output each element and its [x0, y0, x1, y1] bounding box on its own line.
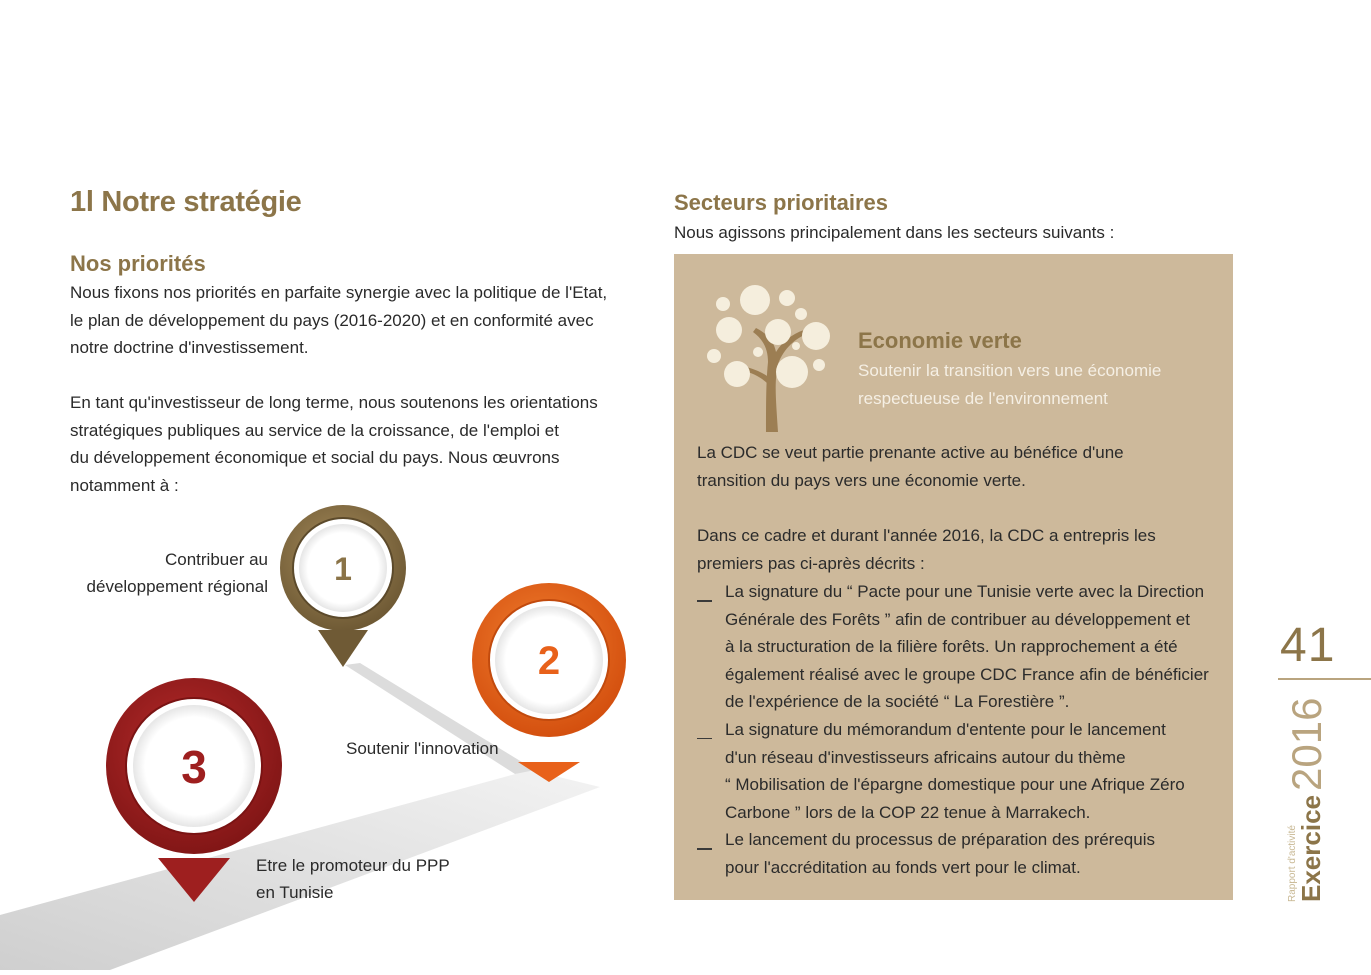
sidebar-divider	[1278, 678, 1371, 680]
panel-heading: Economie verte	[858, 328, 1022, 353]
milestone-label-1-line1: Contribuer au	[164, 550, 268, 569]
panel-subheading	[858, 357, 1161, 412]
panel-paragraph-1: La CDC se veut partie prenante active au bénéfice d'une transition du pays vers une économie verte.	[697, 443, 1124, 490]
milestone-label-3-line2: en Tunisie	[256, 883, 334, 902]
panel-subheading-line2: respectueuse de l'environnement	[858, 388, 1108, 408]
section-title-sectors: Secteurs prioritaires	[674, 190, 888, 215]
panel-subheading-line1: Soutenir la transition vers une économie	[858, 361, 1162, 380]
milestone-number-3: 3	[181, 741, 207, 793]
milestone-label-3	[256, 852, 450, 906]
priorities-paragraph-1: Nous fixons nos priorités en parfaite synergie avec la politique de l'Etat, le plan de développement du pays (2016-2020) et en conformité avec notre doctrine d'investissement.	[70, 283, 608, 358]
year-label: 2016	[1283, 697, 1330, 791]
page-title: 1l Notre stratégie	[70, 186, 302, 218]
green-economy-panel	[674, 254, 1233, 900]
milestone-label-1-line2: développement régional	[86, 577, 268, 596]
tree-icon	[704, 282, 839, 434]
milestone-label-1	[87, 546, 268, 600]
priorities-paragraph-2: En tant qu'investisseur de long terme, nous soutenons les orientations stratégiques publiques au service de la croissance, de l'emploi et du développement économique et social du pays. Nous œuvrons notamment à :	[70, 393, 598, 495]
sectors-intro: Nous agissons principalement dans les secteurs suivants :	[674, 223, 1115, 242]
exercise-label: Exercice	[1296, 795, 1326, 902]
milestone-label-2: Soutenir l'innovation	[346, 739, 499, 758]
list-item: La signature du mémorandum d'entente pour le lancement d'un réseau d'investisseurs africains autour du thème “ Mobilisation de l'épargne domestique pour une Afrique Zéro Carbone ” lors de la COP 22 tenue à Marrakech.	[697, 716, 1227, 826]
milestones-infographic	[0, 500, 660, 970]
milestone-number-1: 1	[334, 551, 352, 587]
report-year-vertical	[1255, 690, 1355, 905]
section-subtitle-priorities: Nos priorités	[70, 251, 206, 276]
milestone-number-2: 2	[537, 639, 561, 683]
report-label: Rapport d'activité	[1287, 825, 1298, 902]
page-number: 41	[1280, 619, 1336, 672]
list-item: La signature du “ Pacte pour une Tunisie verte avec la Direction Générale des Forêts ” afin de contribuer au développement et à la structuration de la filière forêts. Un rapprochement a été également réalisé avec le groupe CDC France afin de bénéficier de l'expérience de la société “ La Forestière ”.	[697, 578, 1227, 716]
list-item: Le lancement du processus de préparation des prérequis pour l'accréditation au fonds vert pour le climat.	[697, 826, 1227, 881]
panel-paragraph-2: Dans ce cadre et durant l'année 2016, la CDC a entrepris les premiers pas ci-après décrits :	[697, 526, 1156, 573]
panel-bullet-list	[697, 578, 1227, 882]
milestone-label-3-line1: Etre le promoteur du PPP	[256, 856, 450, 875]
